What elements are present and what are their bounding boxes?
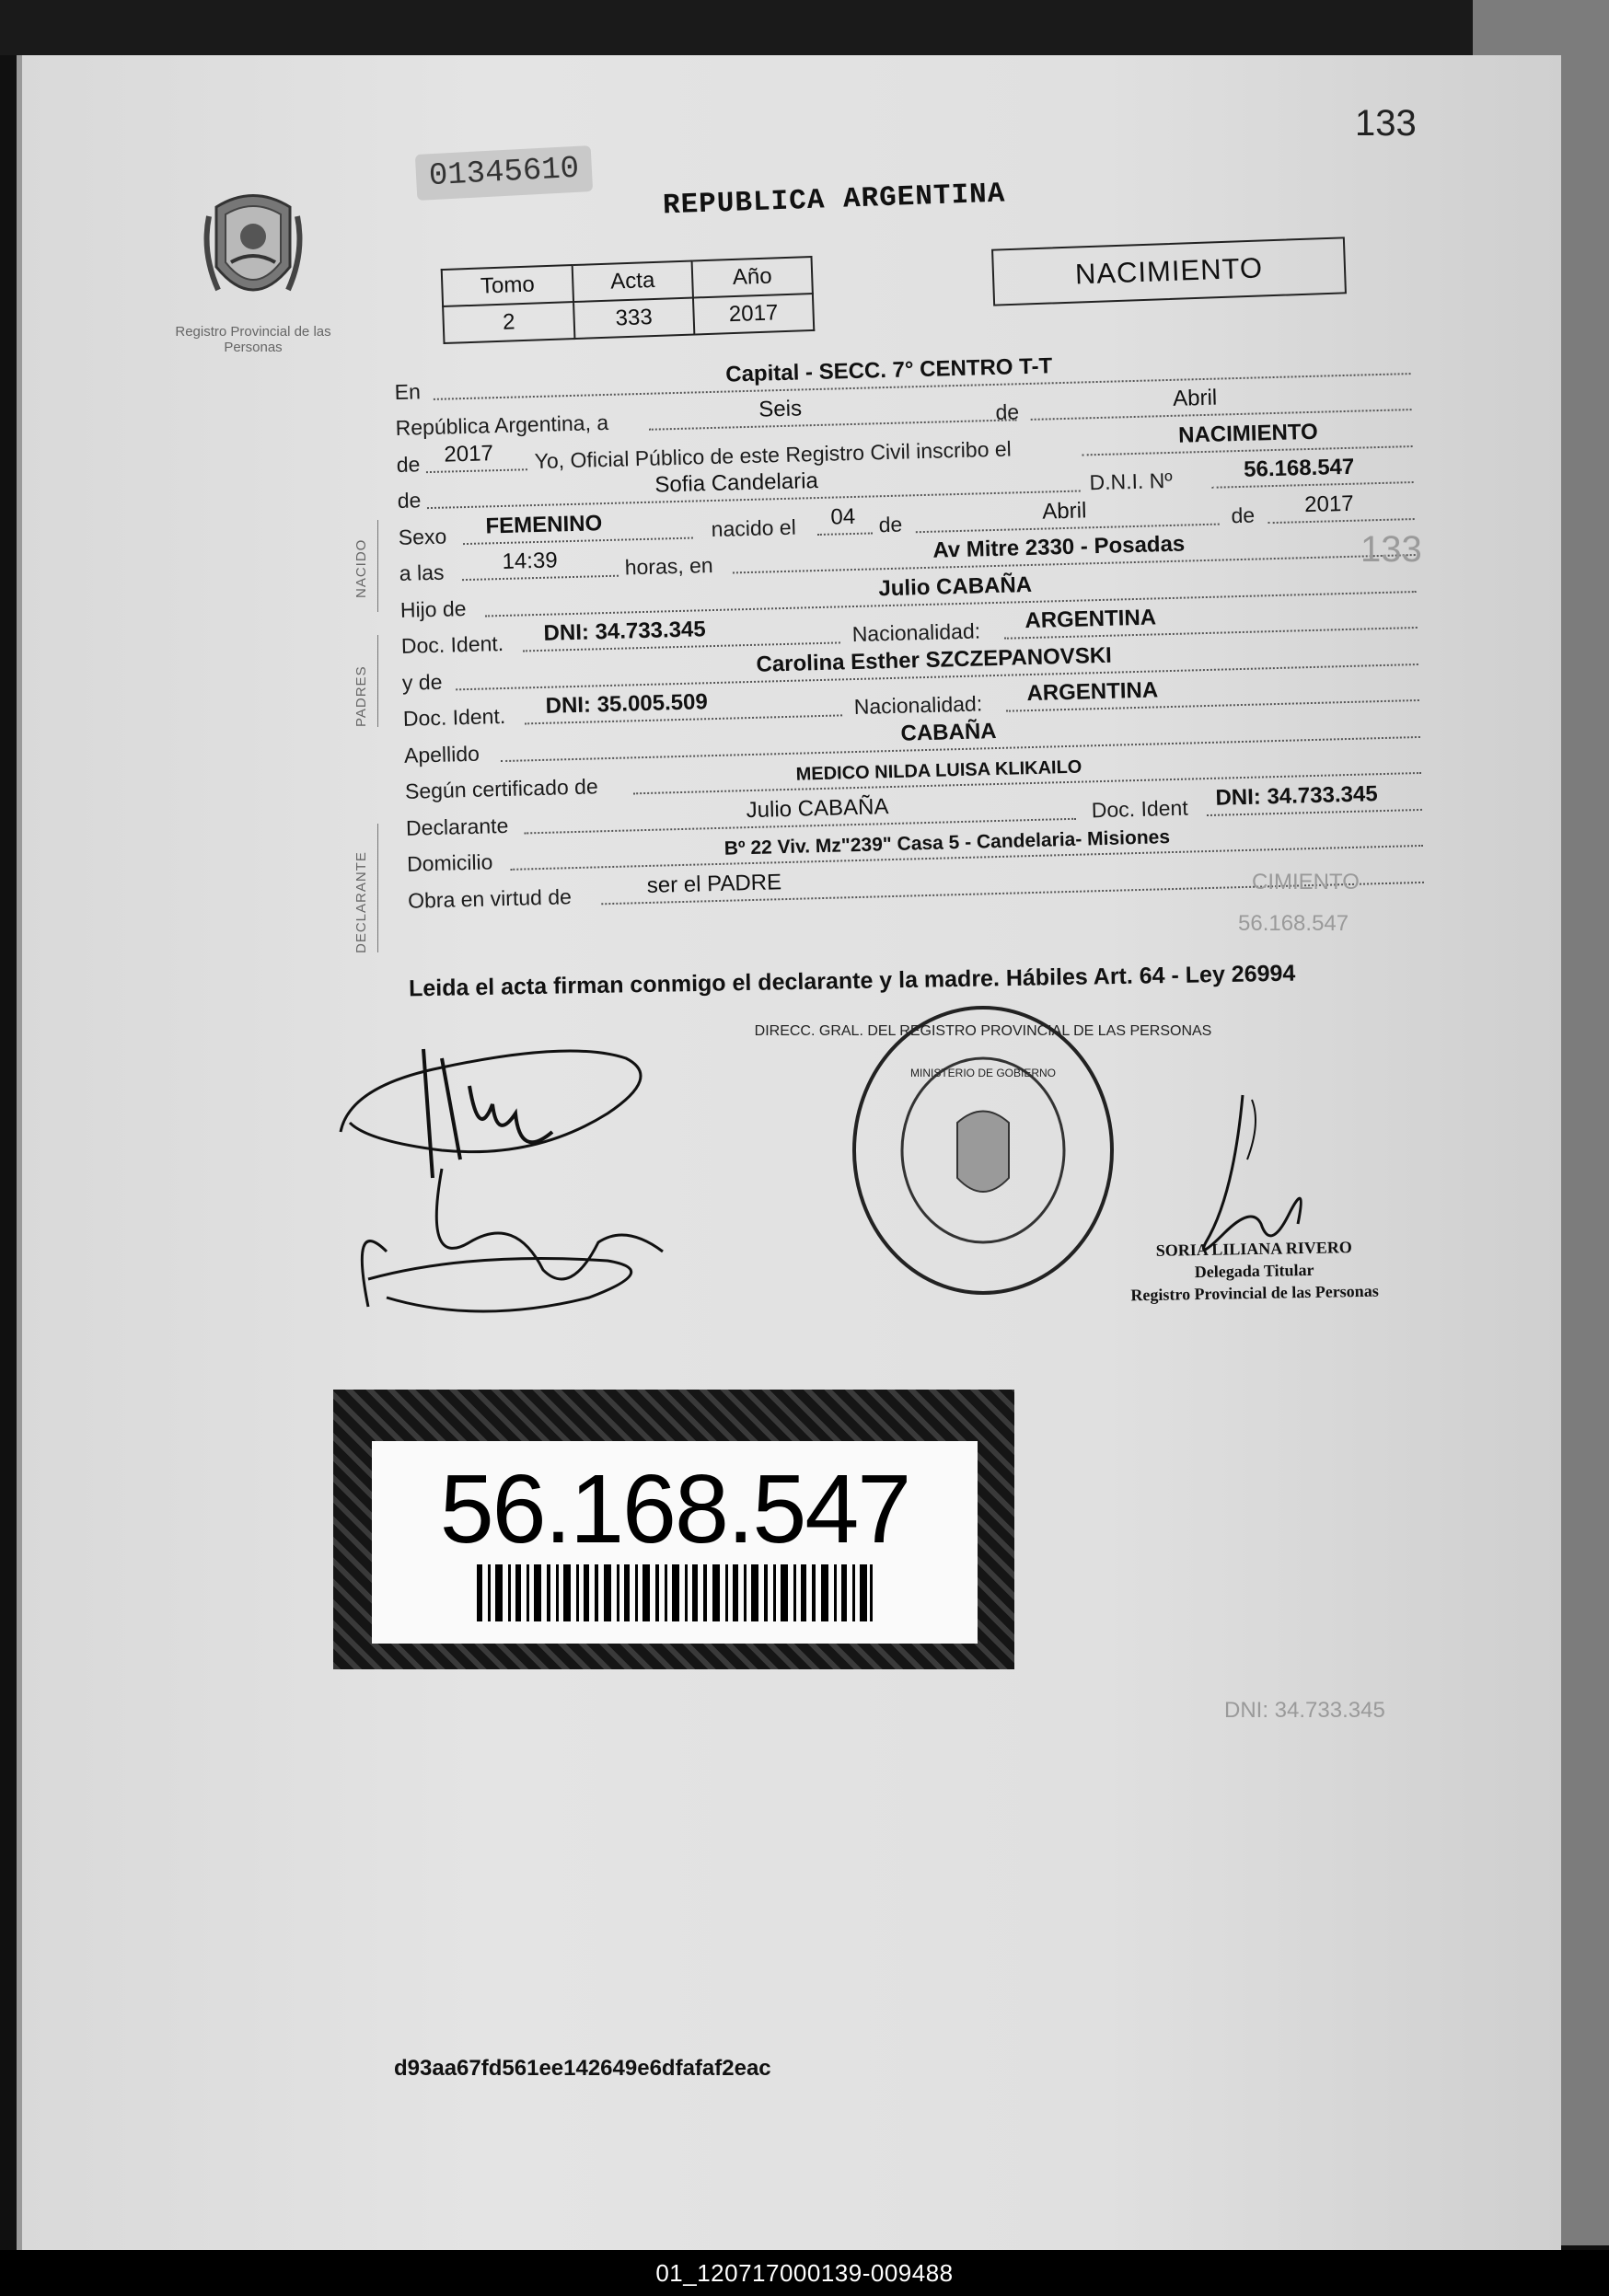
value-address: Bº 22 Viv. Mz"239" Casa 5 - Candelaria- Misiones	[723, 826, 1171, 860]
label-nacionalidad: Nacionalidad:	[851, 618, 981, 647]
label-hijo-de: Hijo de	[399, 595, 467, 622]
value-mother-nationality: ARGENTINA	[1026, 677, 1159, 707]
section-label-nacido: NACIDO	[353, 538, 369, 598]
provincial-coat-of-arms-icon	[198, 189, 308, 317]
value-birth-year: 2017	[1303, 490, 1354, 517]
registry-logo	[175, 189, 331, 355]
label-a-las: a las	[399, 560, 445, 585]
value-birth-month: Abril	[1041, 497, 1087, 525]
scan-top-border	[0, 0, 1609, 55]
provincial-registry-seal	[754, 998, 1212, 1302]
label-y-de: y de	[401, 669, 443, 695]
official-block	[1129, 1236, 1379, 1307]
scan-footer: 01_120717000139-009488	[0, 2250, 1609, 2296]
official-name: SORIA LILIANA RIVERO	[1155, 1238, 1352, 1260]
value-child-dni: 56.168.547	[1243, 454, 1355, 482]
serial-stamp: 01345610	[415, 145, 594, 201]
value-declarant: Julio CABAÑA	[746, 793, 889, 823]
label-nacido-el: nacido el	[711, 514, 797, 541]
barcode-label	[333, 1390, 1014, 1669]
dotted-line	[462, 575, 619, 581]
label-dni-no: D.N.I. Nº	[1089, 467, 1174, 495]
header-tomo: Tomo	[442, 265, 573, 306]
country-title: REPUBLICA ARGENTINA	[662, 178, 1006, 223]
section-label-padres: PADRES	[353, 665, 369, 727]
value-declarant-doc: DNI: 34.733.345	[1215, 780, 1378, 811]
label-sexo: Sexo	[398, 524, 447, 549]
value-certificate-by: MEDICO NILDA LUISA KLIKAILO	[795, 756, 1082, 785]
official-signature	[1187, 1086, 1335, 1261]
seal-inner-text: MINISTERIO DE GOBIERNO	[909, 1067, 1057, 1079]
value-sex: FEMENINO	[485, 510, 603, 538]
label-apellido: Apellido	[403, 741, 480, 767]
nacido-divider	[377, 520, 378, 612]
label-obra-en-virtud: Obra en virtud de	[407, 883, 573, 913]
value-child-name: Sofia Candelaria	[654, 467, 819, 498]
value-mother-doc: DNI: 35.005.509	[545, 689, 709, 719]
declarante-divider	[377, 824, 378, 952]
label-republica: República Argentina, a	[395, 410, 609, 440]
label-yo-oficial: Yo, Oficial Público de este Registro Civil inscribo el	[534, 435, 1013, 473]
value-father-nationality: ARGENTINA	[1024, 605, 1157, 634]
dotted-line	[817, 532, 873, 536]
show-through-dni: 56.168.547	[1238, 911, 1349, 936]
value-place: Capital - SECC. 7° CENTRO T-T	[724, 352, 1053, 387]
official-office: Registro Provincial de las Personas	[1130, 1281, 1379, 1305]
registry-caption: Registro Provincial de las Personas	[175, 324, 331, 355]
label-de: de	[995, 399, 1020, 424]
dotted-line	[426, 468, 527, 473]
value-day-words: Seis	[758, 396, 803, 422]
dotted-line	[1268, 518, 1415, 524]
padres-divider	[377, 635, 378, 727]
registry-table	[441, 256, 816, 344]
value-surname: CABAÑA	[900, 718, 997, 746]
label-de: de	[396, 451, 421, 477]
value-acta: 333	[573, 298, 694, 340]
value-anio: 2017	[693, 294, 814, 335]
label-doc-ident: Doc. Ident.	[402, 703, 506, 731]
document-hash: d93aa67fd561ee142649e6dfafaf2eac	[394, 2056, 771, 2081]
label-de: de	[397, 488, 422, 513]
certificate-form	[394, 341, 1430, 913]
label-en: En	[394, 378, 422, 404]
label-doc-ident-short: Doc. Ident	[1091, 795, 1188, 822]
label-declarante: Declarante	[405, 813, 509, 840]
label-de: de	[1231, 502, 1256, 527]
value-father-name: Julio CABAÑA	[878, 571, 1033, 601]
label-segun-certificado: Según certificado de	[404, 774, 599, 803]
section-label-declarante: DECLARANTE	[353, 851, 369, 953]
barcode-bars-icon	[477, 1564, 873, 1621]
seal-outer-text: DIRECC. GRAL. DEL REGISTRO PROVINCIAL DE LAS PERSONAS	[754, 1023, 1212, 1039]
header-anio: Año	[692, 257, 813, 298]
label-de: de	[878, 512, 903, 537]
value-mother-name: Carolina Esther SZCZEPANOVSKI	[756, 642, 1113, 677]
value-birth-day: 04	[830, 503, 856, 530]
declarant-signature	[331, 1031, 718, 1362]
barcode-number: 56.168.547	[439, 1455, 910, 1563]
reading-note: Leida el acta firman conmigo el declarante y la madre. Hábiles Art. 64 - Ley 26994	[408, 960, 1296, 1002]
official-role: Delegada Titular	[1194, 1260, 1314, 1282]
label-doc-ident: Doc. Ident.	[400, 630, 504, 658]
show-through-event: CIMIENTO	[1252, 870, 1360, 894]
label-nacionalidad: Nacionalidad:	[853, 691, 983, 720]
value-month: Abril	[1172, 385, 1218, 411]
value-tomo: 2	[443, 302, 574, 343]
value-acting-as: ser el PADRE	[646, 869, 782, 898]
header-acta: Acta	[573, 261, 693, 303]
show-through-page-number: 133	[1360, 529, 1422, 570]
page-number: 133	[1355, 103, 1417, 144]
value-event: NACIMIENTO	[1177, 419, 1319, 448]
value-birth-place: Av Mitre 2330 - Posadas	[932, 531, 1186, 563]
label-horas-en: horas, en	[624, 553, 713, 580]
value-birth-time: 14:39	[502, 548, 558, 574]
barcode-panel	[372, 1441, 978, 1644]
record-type-box: NACIMIENTO	[991, 237, 1347, 306]
value-year: 2017	[444, 440, 494, 467]
show-through-father-doc: DNI: 34.733.345	[1224, 1698, 1385, 1723]
value-father-doc: DNI: 34.733.345	[543, 617, 707, 646]
label-domicilio: Domicilio	[406, 849, 493, 876]
